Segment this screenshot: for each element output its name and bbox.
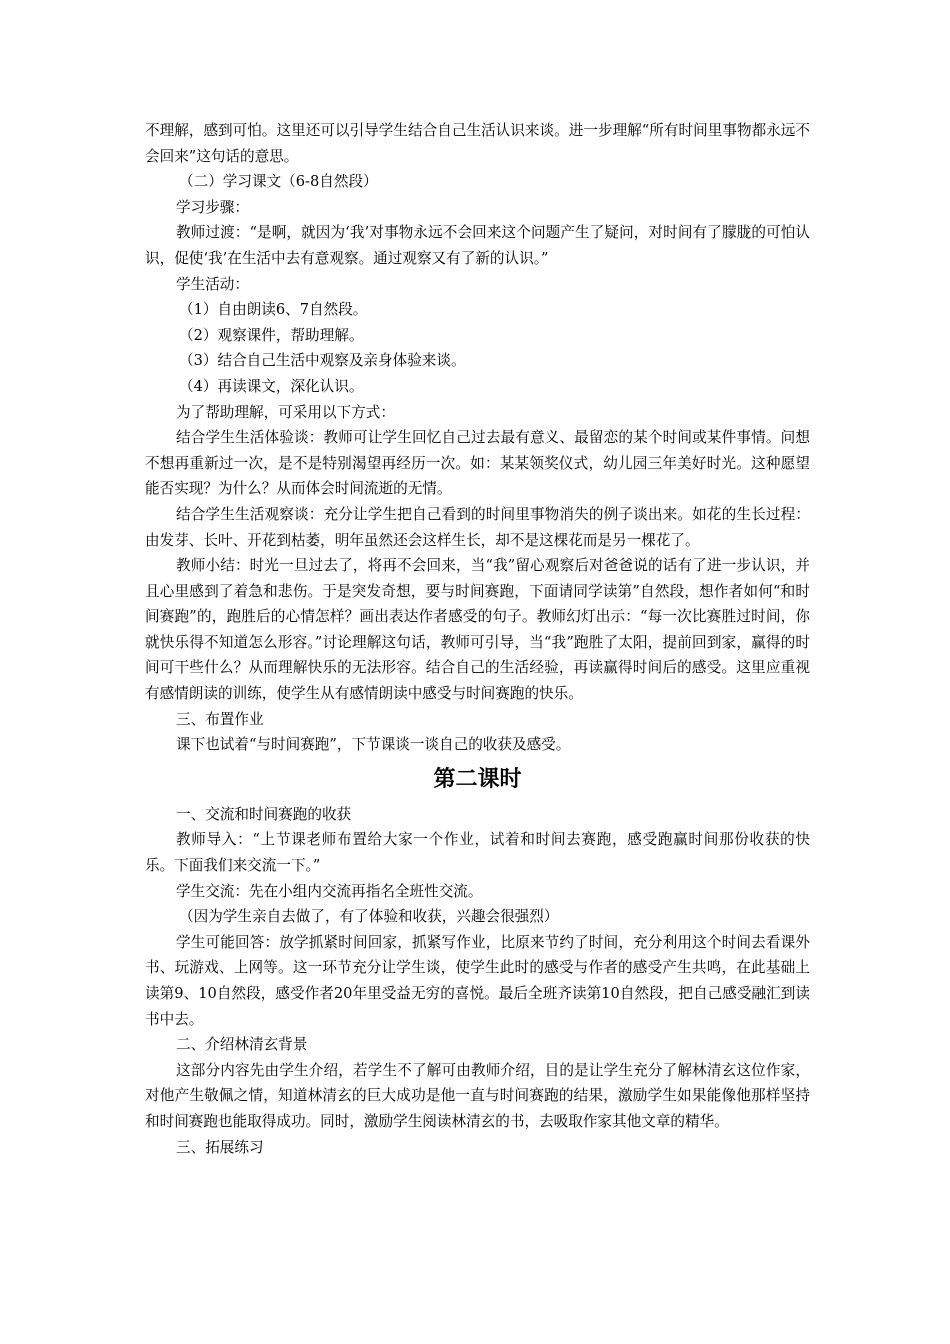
list-item-2: （2）观察课件，帮助理解。 (179, 326, 364, 344)
document-page (145, 118, 810, 1160)
section-heading-study-text: （二）学习课文（6-8自然段） (179, 173, 378, 191)
paragraph-methods-intro: 为了帮助理解，可采用以下方式： (176, 403, 395, 421)
lesson-title-second-period: 第二课时 (433, 766, 522, 792)
label-study-steps: 学习步骤： (176, 198, 249, 216)
paragraph-continuation: 不理解，感到可怕。这里还可以引导学生结合自己生活认识来谈。进一步理解“所有时间里事物都永远不会回来”这句话的意思。 (145, 122, 810, 165)
paragraph-life-observation: 结合学生生活观察谈：充分让学生把自己看到的时间里事物消失的例子谈出来。如花的生长过程：由发芽、长叶、开花到枯萎，明年虽然还会这样生长，却不是这棵花而是另一棵花了。 (145, 505, 810, 549)
list-item-3: （3）结合自己生活中观察及亲身体验来谈。 (179, 352, 466, 370)
label-student-activities: 学生活动： (176, 275, 249, 293)
paragraph-life-experience: 结合学生生活体验谈：教师可让学生回忆自己过去最有意义、最留恋的某个时间或某件事情。问想不想再重新过一次，是不是特别渴望再经历一次。如：某某领奖仪式，幼儿园三年美好时光。这种愿望能否实现？为什么？从而体会时间流逝的无情。 (145, 429, 810, 498)
list-item-4: （4）再读课文，深化认识。 (179, 377, 364, 395)
paragraph-homework: 课下也试着“与时间赛跑”，下节课谈一谈自己的收获及感受。 (176, 736, 571, 754)
paragraph-note: （因为学生亲自去做了，有了体验和收获，兴趣会很强烈） (179, 908, 559, 926)
section-heading-homework: 三、布置作业 (176, 710, 264, 728)
section-heading-exchange: 一、交流和时间赛跑的收获 (176, 805, 352, 823)
paragraph-student-exchange: 学生交流：先在小组内交流再指名全班性交流。 (176, 882, 483, 900)
paragraph-teacher-intro: 教师导入：“上节课老师布置给大家一个作业，试着和时间去赛跑，感受跑赢时间那份收获的快乐。下面我们来交流一下。” (145, 831, 810, 875)
paragraph-teacher-summary: 教师小结：时光一旦过去了，将再不会回来，当“我”留心观察后对爸爸说的话有了进一步认识，并且心里感到了着急和悲伤。于是突发奇想，要与时间赛跑，下面请同学读第”自然段，想作者如何“和时间赛跑”的，跑胜后的心情怎样？画出表达作者感受的句子。教师幻灯出示：“每一次比赛胜过时间，你就快乐得不知道怎么形容。”讨论理解这句话，教师可引导，当“我”跑胜了太阳，提前回到家，赢得的时间可干些什么？从而理解快乐的无法形容。结合自己的生活经验，再读赢得时间后的感受。这里应重视有感情朗读的训练，使学生从有感情朗读中感受与时间赛跑的快乐。 (145, 557, 810, 703)
paragraph-teacher-transition: 教师过渡：“是啊，就因为‘我’对事物永远不会回来这个问题产生了疑问，对时间有了朦胧的可怕认识，促使‘我’在生活中去有意观察。通过观察又有了新的认识。” (145, 224, 810, 267)
section-heading-background: 二、介绍林清玄背景 (176, 1036, 308, 1054)
paragraph-author-intro: 这部分内容先由学生介绍，若学生不了解可由教师介绍，目的是让学生充分了解林清玄这位作家，对他产生敬佩之情，知道林清玄的巨大成功是他一直与时间赛跑的结果，激励学生如果能像他那样坚持和时间赛跑也能取得成功。同时，激励学生阅读林清玄的书，去吸取作家其他文章的精华。 (145, 1061, 810, 1130)
list-item-1: （1）自由朗读6、7自然段。 (179, 301, 368, 319)
paragraph-possible-answers: 学生可能回答：放学抓紧时间回家，抓紧写作业，比原来节约了时间，充分利用这个时间去看课外书、玩游戏、上网等。这一环节充分让学生谈，使学生此时的感受与作者的感受产生共鸣，在此基础上读第9、10自然段，感受作者20年里受益无穷的喜悦。最后全班齐读第10自然段，把自己感受融汇到读书中去。 (145, 933, 810, 1028)
section-heading-extension: 三、拓展练习 (176, 1138, 264, 1156)
